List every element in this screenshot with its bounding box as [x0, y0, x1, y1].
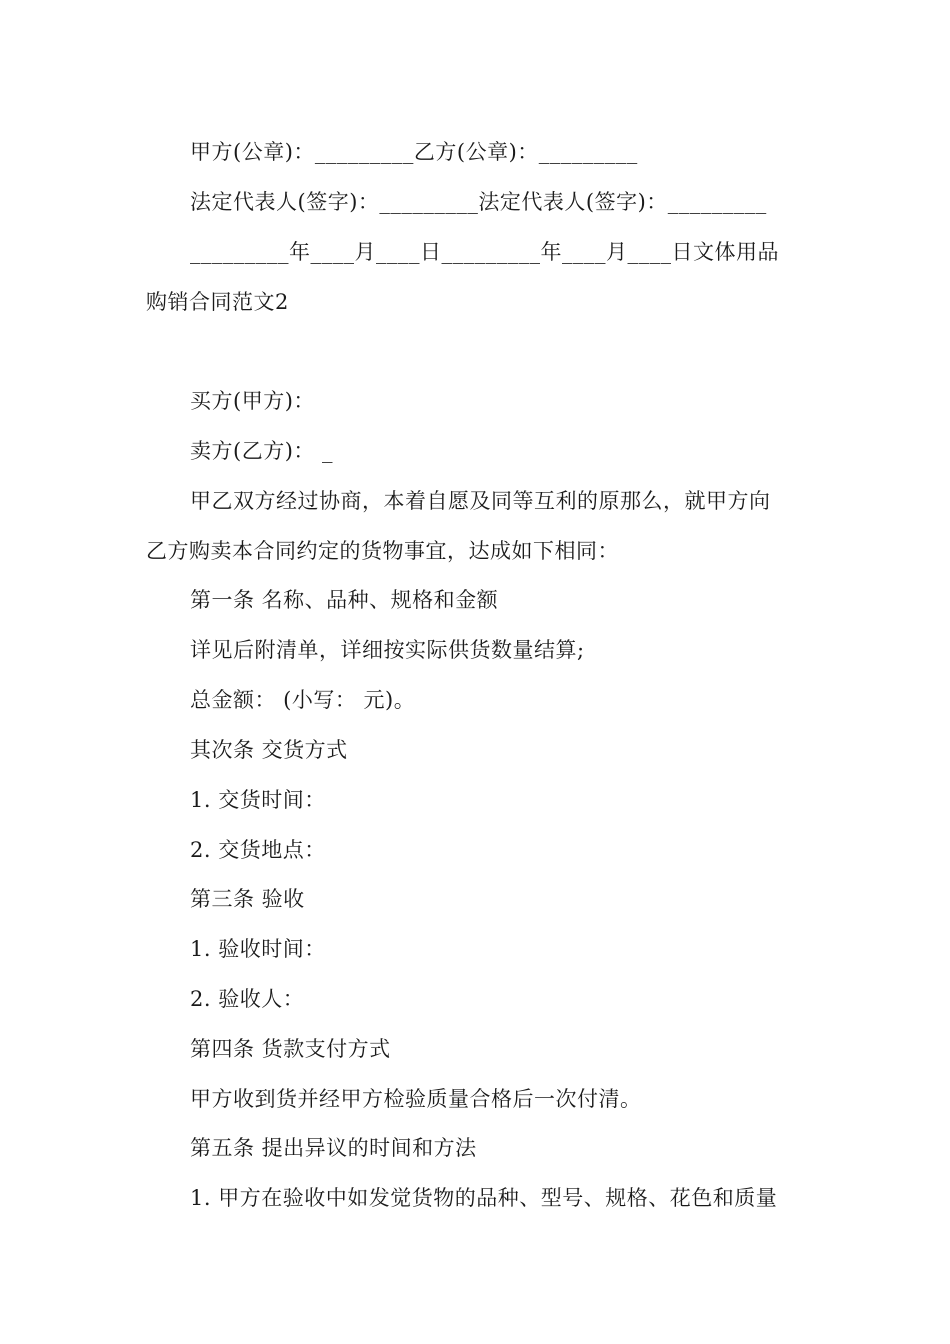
payment-detail: 甲方收到货并经甲方检验质量合格后一次付清。: [190, 1087, 642, 1111]
date-line: _________年____月____日_________年____月____日文体用品: [190, 240, 779, 264]
total-amount-line: 总金额： (小写： 元)。: [190, 688, 416, 712]
article-5-heading: 第五条 提出异议的时间和方法: [190, 1136, 477, 1160]
article-4-heading: 第四条 货款支付方式: [190, 1037, 391, 1061]
buyer-line: 买方(甲方)：: [190, 389, 315, 413]
seller-line: 卖方(乙方)： _: [190, 439, 334, 463]
seal-line: 甲方(公章)：_________乙方(公章)：_________: [190, 140, 638, 164]
delivery-time-item: 1. 交货时间：: [190, 788, 326, 812]
article-3-heading: 第三条 验收: [190, 887, 305, 911]
objection-item-1: 1. 甲方在验收中如发觉货物的品种、型号、规格、花色和质量: [190, 1186, 778, 1210]
article-2-heading: 其次条 交货方式: [190, 738, 348, 762]
inspector-item: 2. 验收人：: [190, 987, 305, 1011]
article-1-detail: 详见后附清单，详细按实际供货数量结算;: [190, 638, 585, 662]
intro-paragraph-line-1: 甲乙双方经过协商，本着自愿及同等互利的原那么，就甲方向: [190, 489, 771, 513]
delivery-place-item: 2. 交货地点：: [190, 838, 326, 862]
contract-title-line: 购销合同范文2: [146, 290, 289, 314]
inspection-time-item: 1. 验收时间：: [190, 937, 326, 961]
intro-paragraph-line-2: 乙方购卖本合同约定的货物事宜，达成如下相同：: [146, 539, 619, 563]
signature-line: 法定代表人(签字)：_________法定代表人(签字)：_________: [190, 190, 767, 214]
article-1-heading: 第一条 名称、品种、规格和金额: [190, 588, 499, 612]
